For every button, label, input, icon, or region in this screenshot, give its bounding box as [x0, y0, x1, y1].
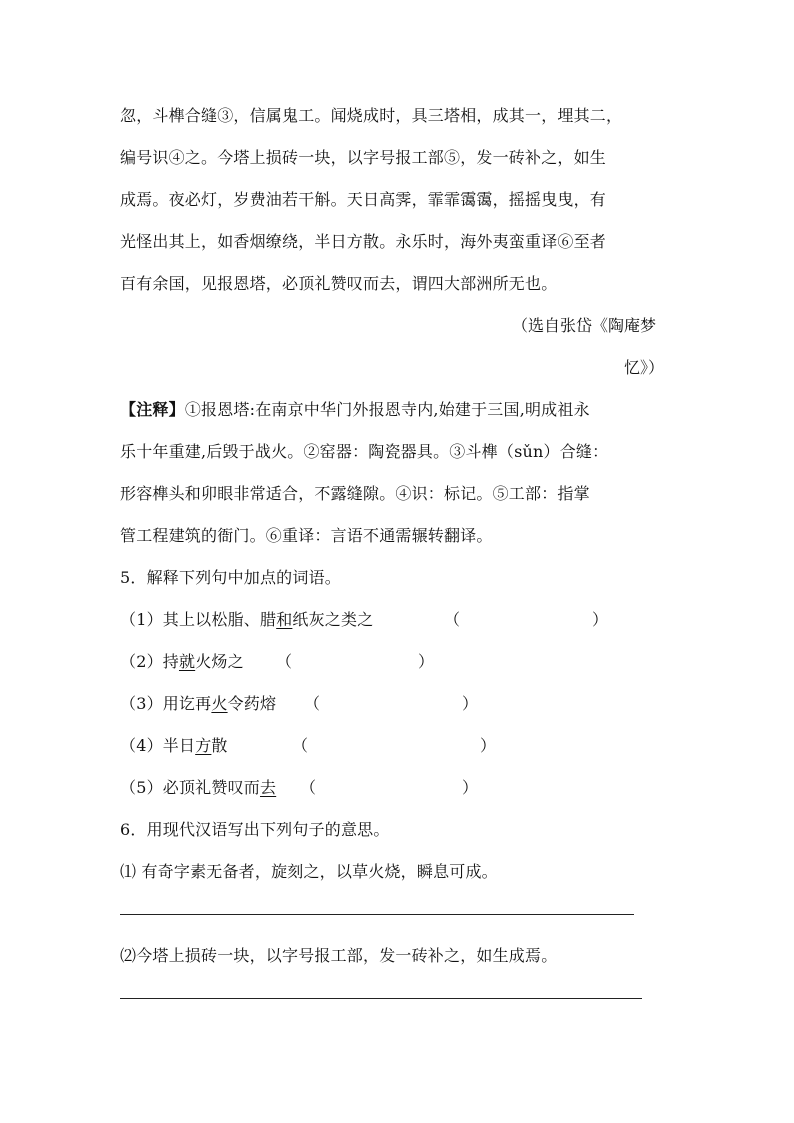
answer-close-paren[interactable]: ） — [418, 652, 435, 671]
answer-open-paren: （ — [304, 694, 321, 713]
q6-sentence-1: ⑴ 有奇字素无备者，旋刻之，以草火烧，瞬息可成。 — [120, 862, 498, 881]
source-citation: （选自张岱《陶庵梦 — [512, 316, 657, 335]
passage-line: 忽，斗榫合缝③，信属鬼工。闻烧成时，具三塔相，成其一，埋其二， — [120, 106, 623, 125]
question-5-title: 5．解释下列句中加点的词语。 — [120, 568, 341, 587]
q5-item-2: （2）持就火炀之 — [120, 652, 244, 671]
q6-sentence-2: ⑵今塔上损砖一块，以字号报工部，发一砖补之，如生成焉。 — [120, 946, 558, 965]
passage-line: 编号识④之。今塔上损砖一块，以字号报工部⑤，发一砖补之，如生 — [120, 148, 607, 167]
notes-line: 形容榫头和卯眼非常适合，不露缝隙。④识：标记。⑤工部：指掌 — [120, 484, 590, 503]
dotted-word: 去 — [259, 778, 277, 797]
passage-line: 百有余国，见报恩塔，必顶礼赞叹而去，谓四大部洲所无也。 — [120, 274, 558, 293]
answer-close-paren[interactable]: ） — [462, 694, 479, 713]
answer-open-paren: （ — [276, 652, 293, 671]
q5-item-3: （3）用讫再火令药熔 — [120, 694, 277, 713]
answer-close-paren[interactable]: ） — [462, 778, 479, 797]
answer-open-paren: （ — [444, 610, 461, 629]
notes-line: 管工程建筑的衙门。⑥重译：言语不通需辗转翻译。 — [120, 526, 493, 545]
answer-line[interactable] — [120, 998, 642, 999]
answer-line[interactable] — [120, 914, 634, 915]
passage-line: 光怪出其上，如香烟缭绕，半日方散。永乐时，海外夷蛮重译⑥至者 — [120, 232, 607, 251]
question-6-title: 6．用现代汉语写出下列句子的意思。 — [120, 820, 390, 839]
dotted-word: 就 — [178, 652, 196, 671]
dotted-word: 和 — [276, 610, 293, 629]
q5-item-4: （4）半日方散 — [120, 736, 228, 755]
answer-close-paren[interactable]: ） — [592, 610, 609, 629]
answer-open-paren: （ — [292, 736, 309, 755]
q5-item-5: （5）必顶礼赞叹而去 — [120, 778, 277, 797]
source-citation-cont: 忆》） — [624, 358, 665, 377]
dotted-word: 方 — [195, 736, 212, 755]
dotted-word: 火 — [211, 694, 228, 713]
q5-item-1: （1）其上以松脂、腊和纸灰之类之 — [120, 610, 374, 629]
answer-close-paren[interactable]: ） — [480, 736, 497, 755]
notes-text: ①报恩塔:在南京中华门外报恩寺内,始建于三国,明成祖永 — [184, 400, 590, 419]
passage-line: 成焉。夜必灯，岁费油若干斛。天日高霁，霏霏霭霭，摇摇曳曳，有 — [120, 190, 607, 209]
answer-open-paren: （ — [300, 778, 317, 797]
notes-line: 乐十年重建,后毁于战火。②窑器：陶瓷器具。③斗榫（sǔn）合缝： — [120, 442, 609, 461]
notes-label: 【注释】 — [120, 400, 185, 419]
notes-line — [120, 400, 590, 420]
